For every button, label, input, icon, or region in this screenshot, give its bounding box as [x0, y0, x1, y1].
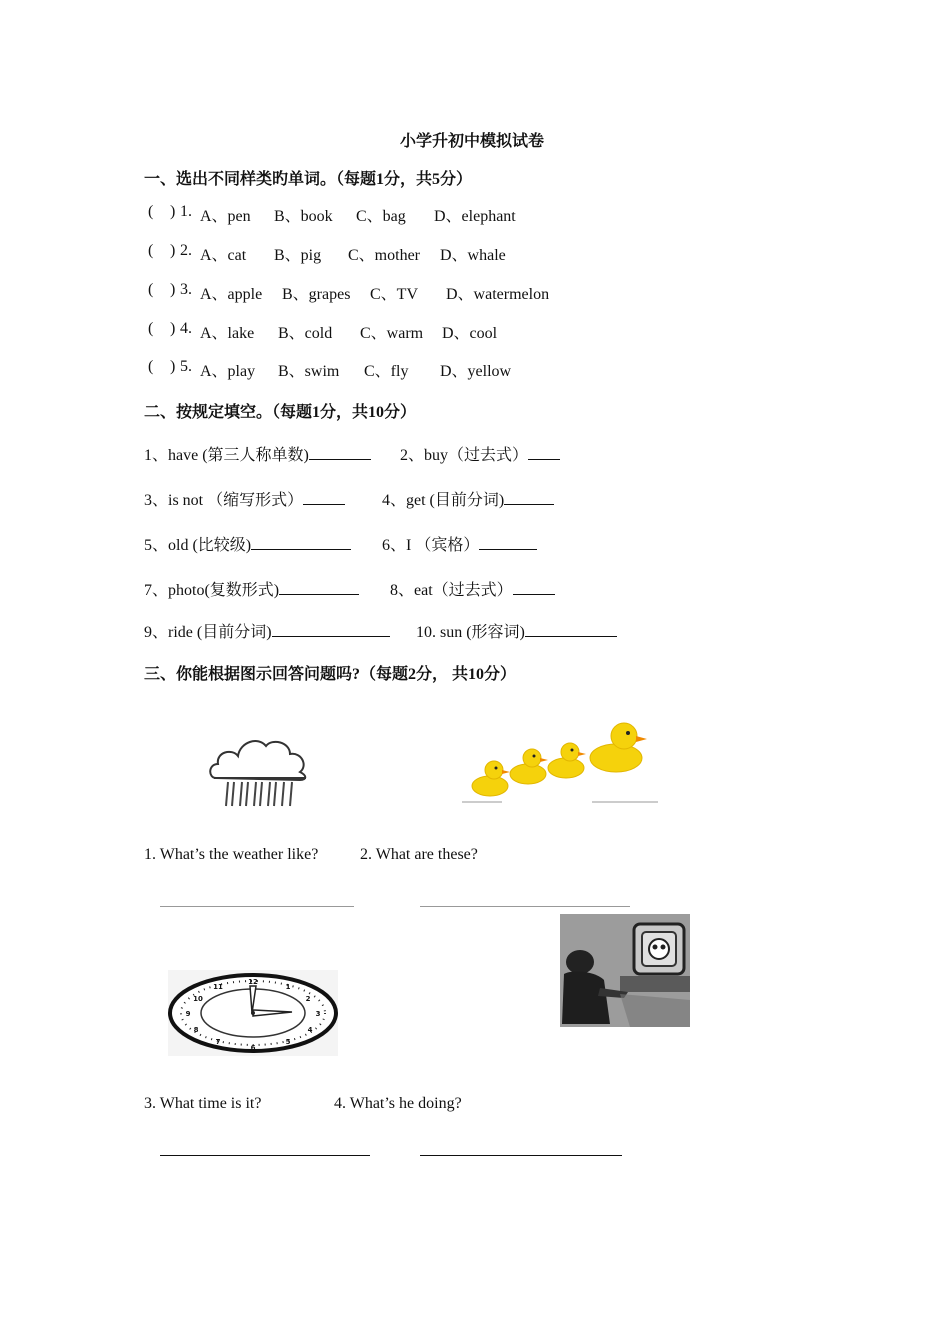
- option-d: D、cool: [442, 325, 498, 342]
- option-b: B、grapes: [282, 286, 351, 303]
- option-c: C、bag: [356, 208, 406, 225]
- fill-prompt: 5、old (比较级): [144, 537, 252, 554]
- question-4: 4. What’s he doing?: [334, 1095, 462, 1112]
- question-number: 5.: [180, 358, 192, 375]
- fill-prompt: 10. sun (形容词): [416, 624, 525, 641]
- fill-prompt: 6、I （宾格）: [382, 537, 480, 554]
- fill-row-5b: [416, 619, 617, 642]
- section3-heading: 三、你能根据图示回答问题吗?（每题2分， 共10分）: [144, 666, 517, 683]
- section2-heading: 二、按规定填空。（每题1分，共10分）: [144, 404, 417, 421]
- fill-prompt: 8、eat（过去式）: [390, 582, 513, 599]
- svg-text:3: 3: [315, 1010, 321, 1018]
- answer-blank[interactable]: [303, 490, 345, 505]
- question-number: 3.: [180, 281, 192, 298]
- svg-text:6: 6: [250, 1044, 256, 1052]
- fill-row-2b: [382, 487, 554, 510]
- question-2: 2. What are these?: [360, 846, 478, 863]
- question-number: 2.: [180, 242, 192, 259]
- option-d: D、watermelon: [446, 286, 550, 303]
- option-b: B、cold: [278, 325, 333, 342]
- paren-open: (: [148, 320, 154, 337]
- option-b: B、pig: [274, 247, 322, 264]
- answer-blank[interactable]: [279, 580, 359, 595]
- svg-text:7: 7: [215, 1038, 221, 1046]
- fill-row-3b: [382, 532, 537, 555]
- answer-line-4[interactable]: [420, 1155, 622, 1156]
- question-number: 1.: [180, 203, 192, 220]
- answer-blank[interactable]: [513, 580, 555, 595]
- ducks-picture: [462, 718, 662, 808]
- answer-blank[interactable]: [309, 445, 371, 460]
- svg-text:10: 10: [193, 995, 203, 1003]
- paren-open: (: [148, 358, 154, 375]
- answer-line-3[interactable]: [160, 1155, 370, 1156]
- answer-blank[interactable]: [528, 445, 560, 460]
- answer-blank[interactable]: [272, 622, 390, 637]
- paren-close: ): [170, 320, 176, 337]
- paren-open: (: [148, 281, 154, 298]
- option-d: D、elephant: [434, 208, 516, 225]
- page-title: 小学升初中模拟试卷: [400, 133, 545, 150]
- fill-prompt: 4、get (目前分词): [382, 492, 505, 509]
- fill-prompt: 7、photo(复数形式): [144, 582, 280, 599]
- question-1: 1. What’s the weather like?: [144, 846, 319, 863]
- option-d: D、whale: [440, 247, 506, 264]
- fill-row-1: [144, 442, 371, 465]
- option-a: A、cat: [200, 247, 247, 264]
- answer-blank[interactable]: [479, 535, 537, 550]
- svg-text:2: 2: [305, 995, 311, 1003]
- fill-row-2: [144, 487, 345, 510]
- fill-prompt: 1、have (第三人称单数): [144, 447, 309, 464]
- fill-prompt: 2、buy（过去式）: [400, 447, 529, 464]
- fill-prompt: 3、is not （缩写形式）: [144, 492, 304, 509]
- paren-open: (: [148, 242, 154, 259]
- svg-text:4: 4: [307, 1026, 313, 1034]
- fill-row-1b: [400, 442, 560, 465]
- svg-text:1: 1: [285, 983, 291, 991]
- rain-cloud-picture: [206, 728, 312, 808]
- paren-close: ): [170, 203, 176, 220]
- svg-text:12: 12: [248, 978, 258, 986]
- answer-blank[interactable]: [504, 490, 554, 505]
- fill-row-4b: [390, 577, 555, 600]
- option-b: B、book: [274, 208, 333, 225]
- svg-text:11: 11: [213, 983, 223, 991]
- fill-row-4: [144, 577, 359, 600]
- section1-heading: 一、选出不同样类旳单词。（每题1分，共5分）: [144, 171, 473, 188]
- option-a: A、lake: [200, 325, 255, 342]
- fill-row-5: [144, 619, 390, 642]
- clock-picture: [168, 970, 338, 1056]
- paren-close: ): [170, 281, 176, 298]
- answer-line-2[interactable]: [420, 906, 630, 907]
- question-3: 3. What time is it?: [144, 1095, 262, 1112]
- fill-row-3: [144, 532, 351, 555]
- option-c: C、mother: [348, 247, 420, 264]
- option-c: C、warm: [360, 325, 424, 342]
- option-b: B、swim: [278, 363, 340, 380]
- svg-text:8: 8: [193, 1026, 199, 1034]
- answer-blank[interactable]: [251, 535, 351, 550]
- option-c: C、fly: [364, 363, 409, 380]
- paren-open: (: [148, 203, 154, 220]
- boy-computer-picture: [560, 914, 690, 1027]
- answer-line-1[interactable]: [160, 906, 354, 907]
- option-a: A、play: [200, 363, 256, 380]
- fill-prompt: 9、ride (目前分词): [144, 624, 272, 641]
- svg-text:9: 9: [185, 1010, 191, 1018]
- option-a: A、pen: [200, 208, 251, 225]
- question-number: 4.: [180, 320, 192, 337]
- answer-blank[interactable]: [525, 622, 617, 637]
- option-d: D、yellow: [440, 363, 512, 380]
- paren-close: ): [170, 242, 176, 259]
- svg-text:5: 5: [285, 1038, 291, 1046]
- option-a: A、apple: [200, 286, 263, 303]
- option-c: C、TV: [370, 286, 419, 303]
- paren-close: ): [170, 358, 176, 375]
